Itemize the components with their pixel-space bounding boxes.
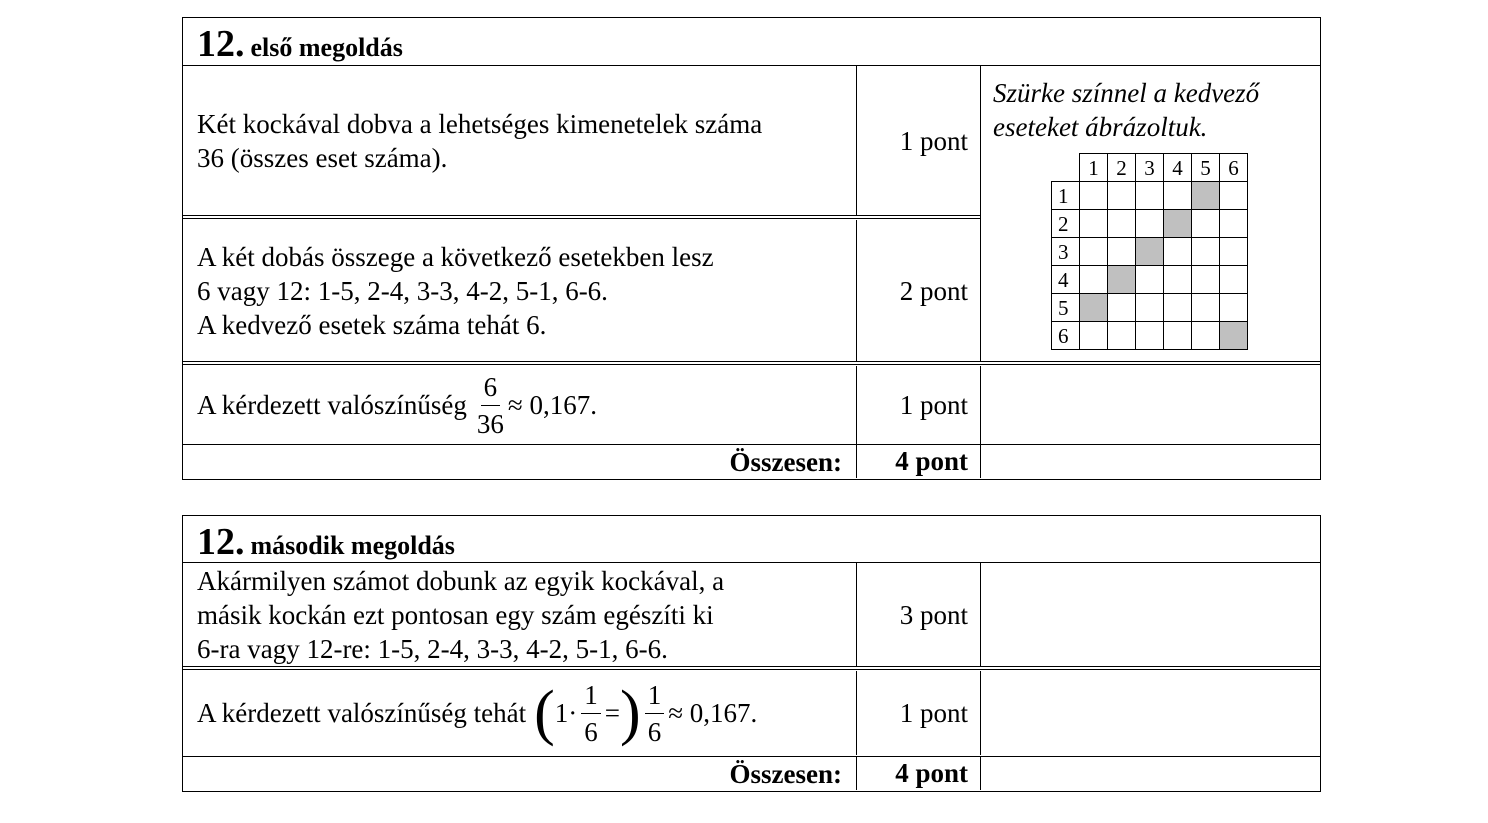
equals-sign: = bbox=[604, 698, 621, 728]
text-line: A két dobás összege a következő esetekben lesz bbox=[197, 242, 714, 272]
solution2-row-1 bbox=[183, 563, 1320, 667]
row-header: 3 bbox=[1052, 238, 1080, 266]
col-header: 2 bbox=[1108, 154, 1136, 182]
points-cell: 2 pont bbox=[856, 220, 980, 362]
fraction bbox=[581, 677, 601, 750]
empty-cell bbox=[980, 671, 1320, 755]
row-text bbox=[183, 671, 856, 755]
left-paren: ( bbox=[534, 679, 555, 747]
empty-cell bbox=[980, 757, 1320, 790]
solution2-total-row bbox=[183, 757, 1320, 790]
text-line: 6 vagy 12: 1-5, 2-4, 3-3, 4-2, 5-1, 6-6. bbox=[197, 276, 608, 306]
solution1-total-row bbox=[183, 445, 1320, 478]
problem-number: 12. bbox=[197, 521, 245, 563]
fraction-numerator: 6 bbox=[481, 369, 501, 406]
shaded-cell bbox=[1164, 210, 1192, 238]
right-paren: ) bbox=[620, 679, 641, 747]
text-line: 36 (összes eset száma). bbox=[197, 143, 448, 173]
total-label: Összesen: bbox=[729, 447, 842, 477]
text-suffix: ≈ 0,167. bbox=[507, 390, 597, 420]
row-header: 1 bbox=[1052, 182, 1080, 210]
solution1-row-3 bbox=[183, 366, 1320, 444]
dice-outcome-grid bbox=[1051, 153, 1248, 350]
text-line: másik kockán ezt pontosan egy szám egészíti ki bbox=[197, 600, 714, 630]
solution2-table bbox=[182, 515, 1321, 792]
solution2-heading bbox=[197, 520, 455, 564]
shaded-cell bbox=[1108, 266, 1136, 294]
points-cell: 1 pont bbox=[856, 66, 980, 216]
multiplier: 1· bbox=[554, 698, 578, 728]
note-line: eseteket ábrázoltuk. bbox=[993, 112, 1208, 142]
solution-title: második megoldás bbox=[250, 531, 455, 560]
divider bbox=[183, 361, 1320, 365]
fraction-denominator: 36 bbox=[476, 408, 504, 439]
row-text bbox=[183, 220, 856, 362]
text-prefix: A kérdezett valószínűség bbox=[197, 390, 467, 420]
solution-title: első megoldás bbox=[250, 33, 403, 62]
fraction-numerator: 1 bbox=[645, 677, 665, 714]
points-cell: 1 pont bbox=[856, 671, 980, 755]
fraction-numerator: 1 bbox=[581, 677, 601, 714]
problem-number: 12. bbox=[197, 23, 245, 65]
row-header: 6 bbox=[1052, 322, 1080, 350]
total-points: 4 pont bbox=[856, 757, 980, 790]
divider bbox=[183, 215, 980, 219]
text-line: 6-ra vagy 12-re: 1-5, 2-4, 3-3, 4-2, 5-1, 6-6. bbox=[197, 634, 668, 664]
row-text bbox=[183, 366, 856, 444]
shaded-cell bbox=[1192, 182, 1220, 210]
empty-cell bbox=[980, 445, 1320, 478]
row-text bbox=[183, 66, 856, 216]
row-header: 5 bbox=[1052, 294, 1080, 322]
note-cell bbox=[980, 66, 1320, 362]
solution1-heading bbox=[197, 22, 403, 66]
col-header: 5 bbox=[1192, 154, 1220, 182]
col-header: 4 bbox=[1164, 154, 1192, 182]
row-text bbox=[183, 563, 856, 667]
text-prefix: A kérdezett valószínűség tehát bbox=[197, 698, 527, 728]
text-line: Akármilyen számot dobunk az egyik kockával, a bbox=[197, 566, 725, 596]
solution2-row-2 bbox=[183, 671, 1320, 755]
col-header: 6 bbox=[1220, 154, 1248, 182]
empty-cell bbox=[980, 563, 1320, 667]
fraction-denominator: 6 bbox=[647, 716, 662, 747]
row-header: 2 bbox=[1052, 210, 1080, 238]
text-line: Két kockával dobva a lehetséges kimenetelek száma bbox=[197, 109, 763, 139]
col-header: 3 bbox=[1136, 154, 1164, 182]
shaded-cell bbox=[1136, 238, 1164, 266]
solution1-table bbox=[182, 17, 1321, 480]
shaded-cell bbox=[1220, 322, 1248, 350]
divider bbox=[183, 666, 1320, 670]
note-text bbox=[993, 76, 1259, 144]
points-cell: 1 pont bbox=[856, 366, 980, 444]
fraction-denominator: 6 bbox=[584, 716, 598, 747]
text-line: A kedvező esetek száma tehát 6. bbox=[197, 310, 547, 340]
empty-cell bbox=[980, 366, 1320, 444]
col-header: 1 bbox=[1080, 154, 1108, 182]
shaded-cell bbox=[1080, 294, 1108, 322]
total-label: Összesen: bbox=[729, 759, 842, 789]
note-line: Szürke színnel a kedvező bbox=[993, 78, 1260, 108]
fraction bbox=[645, 677, 665, 750]
points-cell: 3 pont bbox=[856, 563, 980, 667]
text-suffix: ≈ 0,167. bbox=[668, 698, 758, 728]
fraction bbox=[477, 369, 504, 442]
row-header: 4 bbox=[1052, 266, 1080, 294]
total-points: 4 pont bbox=[856, 445, 980, 478]
